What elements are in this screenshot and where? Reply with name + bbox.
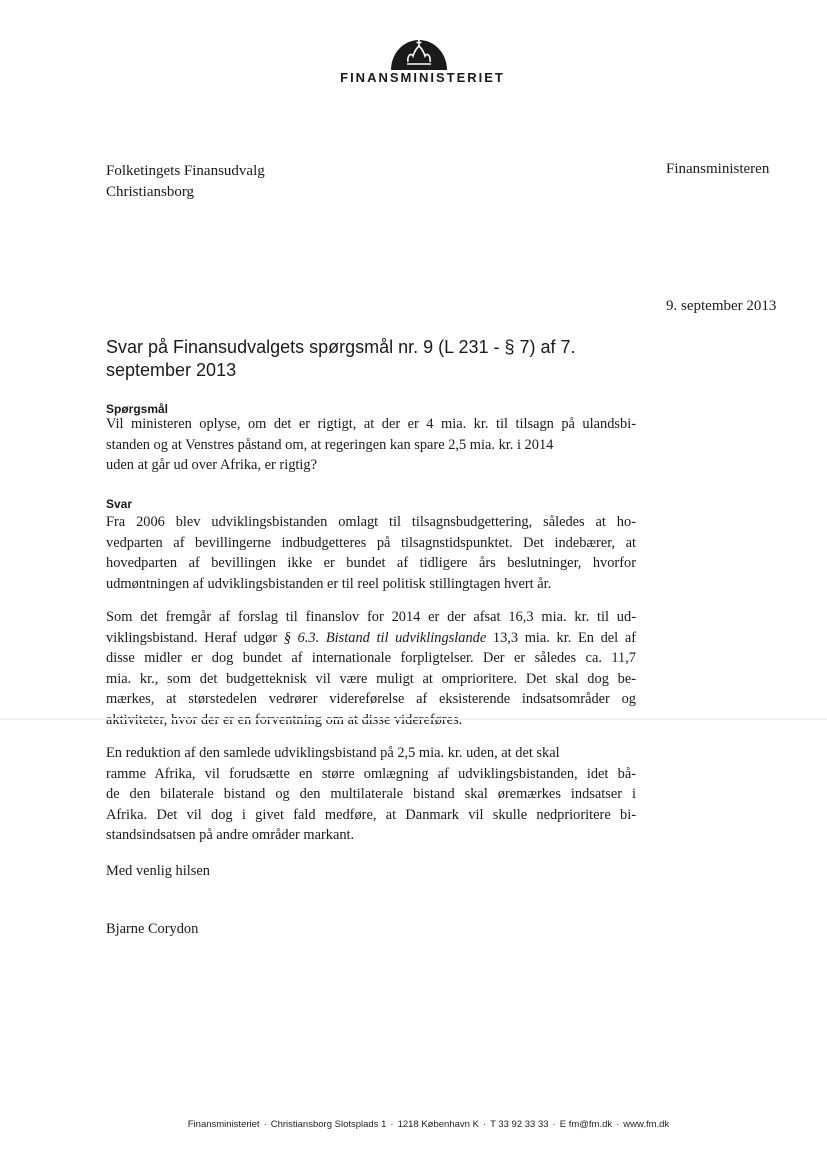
- text-line: [106, 628, 636, 649]
- scan-artifact: [0, 718, 827, 720]
- text-line: uden at går ud over Afrika, er rigtig?: [106, 457, 317, 473]
- footer-postal: 1218 København K: [397, 1119, 479, 1130]
- text-line: vedparten af bevillingerne indbudgetteres på tilsagnstidspunktet. Det indebærer, at: [106, 534, 636, 551]
- text-line: ramme Afrika, vil forudsætte en større omlægning af udviklingsbistanden, idet bå-: [106, 765, 636, 782]
- text-line: udmøntningen af udviklingsbistanden er til reel politisk stillingtagen hvert år.: [106, 575, 552, 592]
- text-line: standen og at Venstres påstand om, at regeringen kan spare 2,5 mia. kr. i 2014: [106, 436, 554, 453]
- footer-address: Christiansborg Slotsplads 1: [270, 1119, 387, 1130]
- answer-paragraph-1: [106, 512, 636, 594]
- closing: Med venlig hilsen: [106, 863, 210, 879]
- answer-heading: Svar: [106, 497, 133, 511]
- sender: Finansministeren: [666, 161, 770, 177]
- footer-email[interactable]: E fm@fm.dk: [559, 1119, 613, 1130]
- budget-section-reference: § 6.3. Bistand til udviklingslande: [283, 629, 487, 646]
- text-segment: 13,3 mia. kr. En del af: [486, 629, 636, 646]
- text-line: Vil ministeren oplyse, om det er rigtigt, at der er 4 mia. kr. til tilsagn på ulandsbi-: [106, 416, 636, 432]
- footer-website[interactable]: www.fm.dk: [623, 1119, 670, 1130]
- text-segment: viklingsbistand. Heraf udgør: [106, 629, 284, 646]
- answer-paragraph-2: [106, 607, 636, 730]
- ministry-name: FINANSMINISTERIET: [340, 70, 505, 85]
- text-line: de den bilaterale bistand og den multilaterale bistand skal øremærkes indsatser i: [106, 786, 636, 802]
- footer-phone: T 33 92 33 33: [490, 1119, 549, 1130]
- answer-paragraph-3: [106, 743, 636, 846]
- text-line: En reduktion af den samlede udviklingsbistand på 2,5 mia. kr. uden, at det skal: [106, 745, 560, 761]
- letter-date: 9. september 2013: [666, 298, 777, 314]
- text-line: disse midler er dog bundet af internationale forpligtelser. Der er således ca. 11,7: [106, 650, 636, 666]
- text-line: mærkes, at størstedelen vedrører videreførelse af eksisterende indsatsområder og: [106, 691, 636, 707]
- text-line: Afrika. Det vil dog i givet fald medføre, at Danmark vil skulle nedprioritere bi-: [106, 806, 636, 823]
- recipient-address: Christiansborg: [106, 184, 195, 200]
- question-text: [106, 414, 636, 476]
- page-title: Svar på Finansudvalgets spørgsmål nr. 9 (L 231 - § 7) af 7. september 2013: [106, 337, 576, 380]
- question-heading: Spørgsmål: [106, 402, 169, 416]
- footer: Finansministeriet · Christiansborg Slotsplads 1 · 1218 København K · T 33 92 33 33 · E fm@fm.dk · www.fm.dk: [187, 1119, 670, 1130]
- recipient-name: Folketingets Finansudvalg: [106, 163, 265, 179]
- text-line: mia. kr., som det budgetteknisk vil være muligt at omprioritere. Det skal dog be-: [106, 670, 636, 687]
- text-line: hovedparten af bevillingen ikke er bundet af tidligere års beslutninger, hvorfor: [106, 555, 636, 571]
- signature: Bjarne Corydon: [106, 921, 199, 937]
- text-line: Som det fremgår af forslag til finanslov for 2014 er der afsat 16,3 mia. kr. til ud-: [106, 609, 636, 625]
- text-line: standsindsatsen på andre områder markant.: [106, 827, 355, 843]
- text-line: Fra 2006 blev udviklingsbistanden omlagt til tilsagnsbudgettering, således at ho-: [106, 514, 636, 530]
- footer-name: Finansministeriet: [187, 1119, 260, 1130]
- crown-icon: [387, 34, 451, 70]
